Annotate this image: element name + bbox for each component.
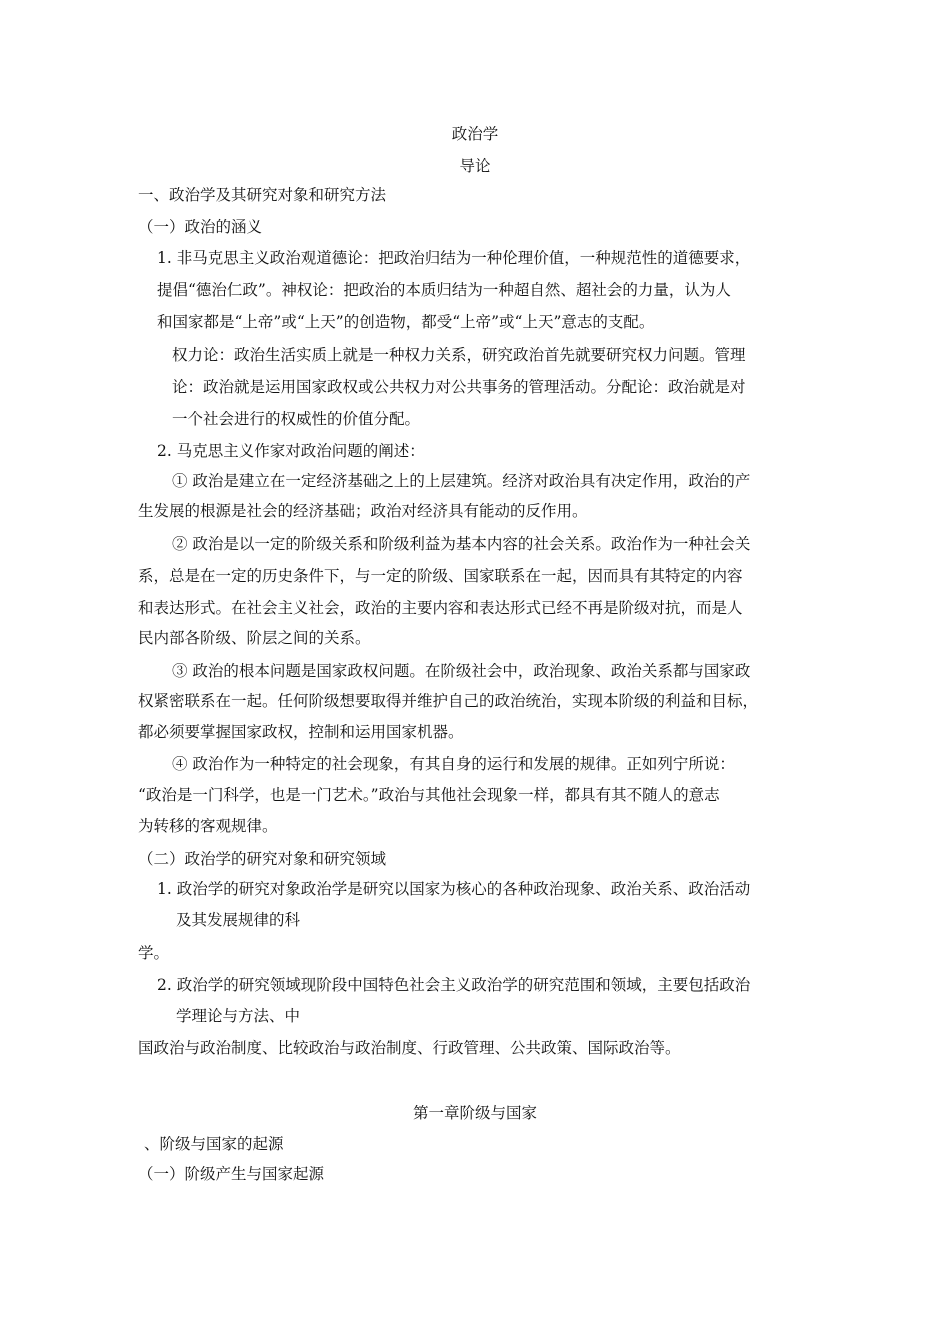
paragraph-line: 2. 马克思主义作家对政治问题的阐述： xyxy=(157,442,425,460)
paragraph-line: 权力论：政治生活实质上就是一种权力关系，研究政治首先就要研究权力问题。管理 xyxy=(172,346,746,364)
paragraph-line: 民内部各阶级、阶层之间的关系。 xyxy=(138,629,371,647)
document-subtitle: 导论 xyxy=(459,157,491,175)
paragraph-line: “政治是一门科学，也是一门艺术。”政治与其他社会现象一样，都具有其不随人的意志 xyxy=(138,786,720,804)
paragraph-line: ④ 政治作为一种特定的社会现象，有其自身的运行和发展的规律。正如列宁所说： xyxy=(172,755,735,773)
subsection-heading: （一）阶级产生与国家起源 xyxy=(138,1165,325,1183)
paragraph-line: 一个社会进行的权威性的价值分配。 xyxy=(172,410,421,428)
paragraph-line: 为转移的客观规律。 xyxy=(138,817,278,835)
paragraph-line: 系，总是在一定的历史条件下，与一定的阶级、国家联系在一起，因而具有其特定的内容 xyxy=(138,567,743,585)
chapter-title: 第一章阶级与国家 xyxy=(412,1104,537,1122)
subsection-heading: （一）政治的涵义 xyxy=(138,218,263,236)
paragraph-line: 1. 政治学的研究对象政治学是研究以国家为核心的各种政治现象、政治关系、政治活动 xyxy=(157,880,751,898)
paragraph-line: 1. 非马克思主义政治观道德论：把政治归结为一种伦理价值，一种规范性的道德要求， xyxy=(157,249,751,267)
paragraph-line: 2. 政治学的研究领域现阶段中国特色社会主义政治学的研究范围和领域，主要包括政治 xyxy=(157,976,751,994)
paragraph-line: 权紧密联系在一起。任何阶级想要取得并维护自己的政治统治，实现本阶级的利益和目标， xyxy=(138,692,759,710)
paragraph-line: 提倡“德治仁政”。神权论：把政治的本质归结为一种超自然、超社会的力量，认为人 xyxy=(157,281,731,299)
paragraph-line: 学。 xyxy=(138,944,170,962)
paragraph-line: 论：政治就是运用国家政权或公共权力对公共事务的管理活动。分配论：政治就是对 xyxy=(172,378,746,396)
paragraph-line: 生发展的根源是社会的经济基础；政治对经济具有能动的反作用。 xyxy=(138,502,588,520)
paragraph-line: 学理论与方法、中 xyxy=(176,1007,301,1025)
paragraph-line: 和国家都是“上帝”或“上天”的创造物，都受“上帝”或“上天”意志的支配。 xyxy=(157,313,655,331)
subsection-heading: （二）政治学的研究对象和研究领域 xyxy=(138,850,387,868)
section-heading: 一、政治学及其研究对象和研究方法 xyxy=(138,186,387,204)
paragraph-line: 都必须要掌握国家政权，控制和运用国家机器。 xyxy=(138,723,464,741)
paragraph-line: 和表达形式。在社会主义社会，政治的主要内容和表达形式已经不再是阶级对抗，而是人 xyxy=(138,599,743,617)
paragraph-line: 国政治与政治制度、比较政治与政治制度、行政管理、公共政策、国际政治等。 xyxy=(138,1039,681,1057)
paragraph-line: ② 政治是以一定的阶级关系和阶级利益为基本内容的社会关系。政治作为一种社会关 xyxy=(172,535,751,553)
document-title: 政治学 xyxy=(451,125,499,143)
paragraph-line: ③ 政治的根本问题是国家政权问题。在阶级社会中，政治现象、政治关系都与国家政 xyxy=(172,662,751,680)
section-heading: 、阶级与国家的起源 xyxy=(144,1135,284,1153)
paragraph-line: 及其发展规律的科 xyxy=(176,911,301,929)
paragraph-line: ① 政治是建立在一定经济基础之上的上层建筑。经济对政治具有决定作用，政治的产 xyxy=(172,472,751,490)
